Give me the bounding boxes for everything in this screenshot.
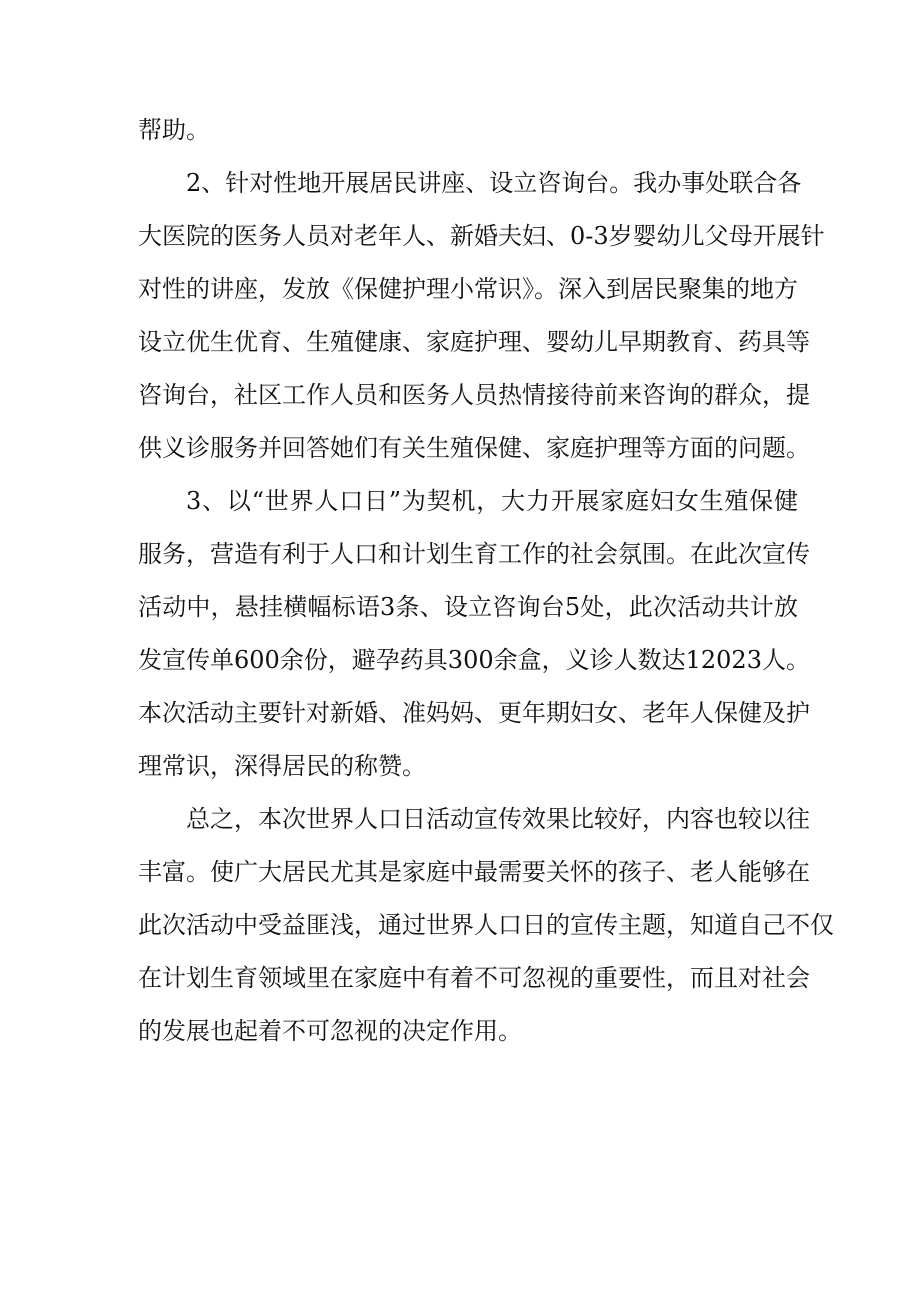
- paragraph: [138, 793, 834, 1058]
- text-line: 大医院的医务人员对老年人、新婚夫妇、0-3岁婴幼儿父母开展针: [138, 222, 825, 250]
- text-line: 活动中，悬挂横幅标语3条、设立咨询台5处，此次活动共计放: [138, 593, 798, 621]
- paragraph: [138, 104, 798, 157]
- text-line: 在计划生育领域里在家庭中有着不可忽视的重要性，而且对社会: [138, 964, 810, 992]
- text-line: 此次活动中受益匪浅，通过世界人口日的宣传主题，知道自己不仅: [138, 911, 834, 939]
- text-line: 的发展也起着不可忽视的决定作用。: [138, 1017, 522, 1045]
- paragraph: [138, 475, 810, 793]
- text-line: 设立优生优育、生殖健康、家庭护理、婴幼儿早期教育、药具等: [138, 328, 810, 356]
- text-line: 供义诊服务并回答她们有关生殖保健、家庭护理等方面的问题。: [138, 434, 810, 462]
- text-line: 理常识，深得居民的称赞。: [138, 752, 426, 780]
- text-line: 丰富。使广大居民尤其是家庭中最需要关怀的孩子、老人能够在: [138, 858, 810, 886]
- text-line: 发宣传单600余份，避孕药具300余盒，义诊人数达12023人。: [138, 646, 810, 674]
- text-line: 3、以“世界人口日”为契机，大力开展家庭妇女生殖保健: [186, 487, 798, 515]
- text-line: 服务，营造有利于人口和计划生育工作的社会氛围。在此次宣传: [138, 540, 810, 568]
- paragraph: [138, 157, 825, 475]
- text-line: 总之，本次世界人口日活动宣传效果比较好，内容也较以往: [186, 805, 810, 833]
- text-line: 对性的讲座，发放《保健护理小常识》。深入到居民聚集的地方: [138, 275, 798, 303]
- text-line: 本次活动主要针对新婚、准妈妈、更年期妇女、老年人保健及护: [138, 699, 810, 727]
- document-body: [138, 104, 834, 1058]
- text-line: 2、针对性地开展居民讲座、设立咨询台。我办事处联合各: [186, 169, 802, 197]
- text-line: 帮助。: [138, 116, 210, 144]
- text-line: 咨询台，社区工作人员和医务人员热情接待前来咨询的群众，提: [138, 381, 810, 409]
